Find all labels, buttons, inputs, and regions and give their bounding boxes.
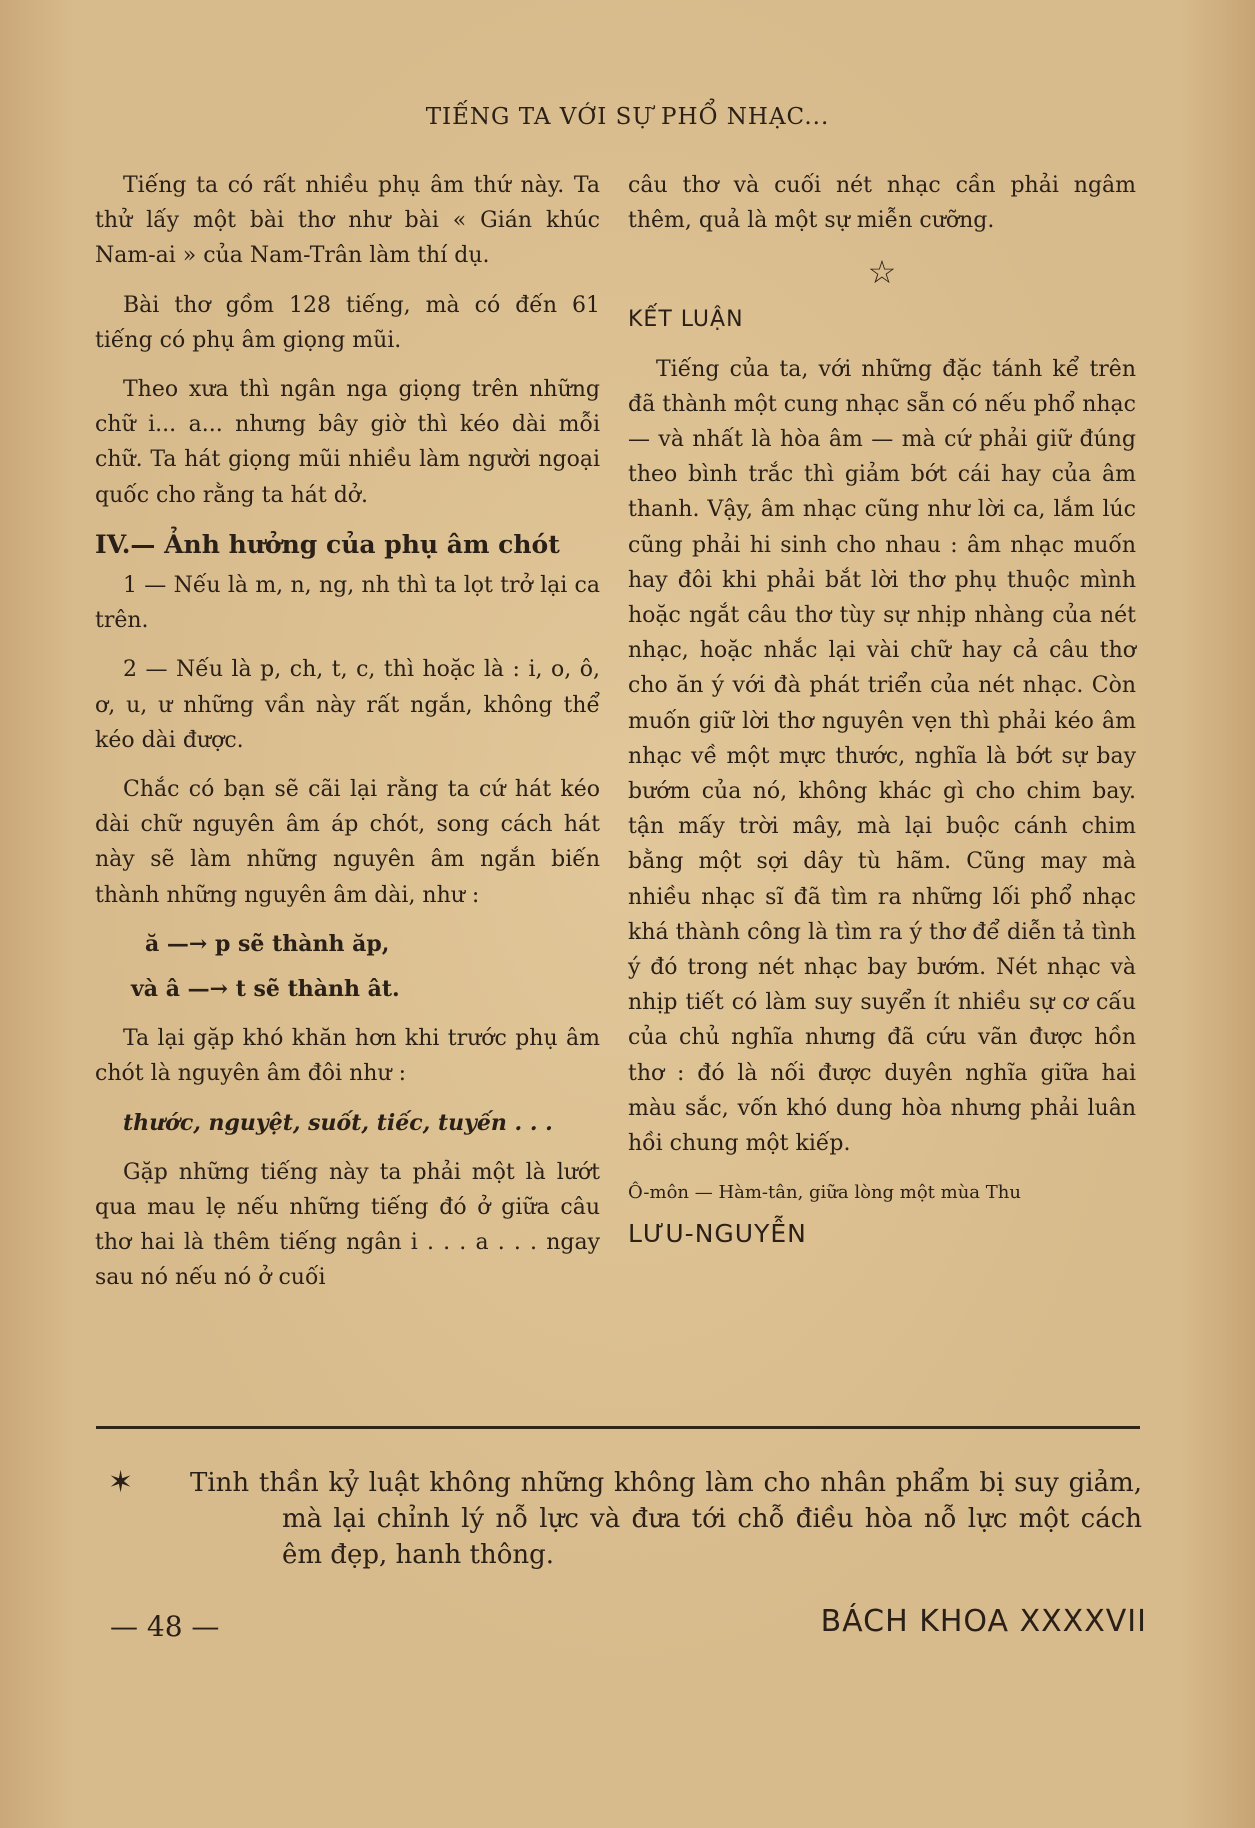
- paragraph: Chắc có bạn sẽ cãi lại rằng ta cứ hát kéo dài chữ nguyên âm áp chót, song cách hát này sẽ làm những nguyên âm ngắn biến thành những nguyên âm dài, như :: [95, 777, 600, 908]
- paragraph: Theo xưa thì ngân nga giọng trên những chữ i... a... nhưng bây giờ thì kéo dài mỗi chữ. Ta hát giọng mũi nhiều làm người ngoại quốc cho rằng ta hát dở.: [95, 377, 600, 508]
- page-number: — 48 —: [110, 1610, 220, 1643]
- divider: [96, 1426, 1140, 1429]
- example-line: và â —→ t sẽ thành ât.: [131, 976, 400, 1003]
- section-title: KẾT LUẬN: [628, 307, 744, 333]
- footnote-text: Tinh thần kỷ luật không những không làm cho nhân phẩm bị suy giảm, mà lại chỉnh lý nỗ lực và đưa tới chỗ điều hòa nỗ lực một cách êm đẹp, hanh thông.: [190, 1468, 1142, 1570]
- list-item: 1 — Nếu là m, n, ng, nh thì ta lọt trở lại ca trên.: [95, 573, 600, 634]
- paragraph: Bài thơ gồm 128 tiếng, mà có đến 61 tiếng có phụ âm giọng mũi.: [95, 292, 600, 353]
- paragraph: câu thơ và cuối nét nhạc cần phải ngâm thêm, quả là một sự miễn cưỡng.: [628, 173, 1136, 234]
- right-column: [628, 168, 1136, 1252]
- footnote: [108, 1465, 1142, 1573]
- author-name: LƯU-NGUYỄN: [628, 1219, 807, 1249]
- running-head: TIẾNG TA VỚI SỰ PHỔ NHẠC...: [425, 104, 830, 130]
- left-column: [95, 168, 600, 1310]
- magazine-title: BÁCH KHOA XXXXVII: [820, 1604, 1147, 1639]
- paragraph: Ta lại gặp khó khăn hơn khi trước phụ âm chót là nguyên âm đôi như :: [95, 1026, 600, 1087]
- paragraph: Tiếng ta có rất nhiều phụ âm thứ này. Ta thử lấy một bài thơ như bài « Gián khúc Nam-ai » của Nam-Trân làm thí dụ.: [95, 173, 600, 269]
- section-heading: IV.— Ảnh hưởng của phụ âm chót: [95, 529, 560, 559]
- star-icon: ☆: [867, 253, 897, 292]
- example-words: thước, nguyệt, suốt, tiếc, tuyến . . .: [123, 1109, 553, 1136]
- dateline: Ô-môn — Hàm-tân, giữa lòng một mùa Thu: [628, 1182, 1021, 1204]
- paragraph: Gặp những tiếng này ta phải một là lướt qua mau lẹ nếu những tiếng đó ở giữa câu thơ hai là thêm tiếng ngân i . . . a . . . ngay sau nó nếu nó ở cuối: [95, 1159, 600, 1291]
- list-item: 2 — Nếu là p, ch, t, c, thì hoặc là : i, o, ô, ơ, u, ư những vần này rất ngắn, không thể kéo dài được.: [95, 657, 600, 753]
- paragraph: Tiếng của ta, với những đặc tánh kể trên đã thành một cung nhạc sẵn có nếu phổ nhạc — và nhất là hòa âm — mà cứ phải giữ đúng theo bình trắc thì giảm bớt cái hay của âm thanh. Vậy, âm nhạc cũng như lời ca, lắm lúc cũng phải hi sinh cho nhau : âm nhạc muốn hay đôi khi phải bắt lời thơ phụ thuộc mình hoặc ngắt câu thơ tùy sự nhịp nhàng của nét nhạc, hoặc nhắc lại vài chữ hay cả câu thơ cho ăn ý với đà phát triển của nét nhạc. Còn muốn giữ lời thơ nguyên vẹn thì phải kéo âm nhạc về một mực thước, nghĩa là bớt sự bay bướm của nó, không khác gì cho chim bay. tận mấy trời mây, mà lại buộc cánh chim bằng một sợi dây tù hãm. Cũng may mà nhiều nhạc sĩ đã tìm ra những lối phổ nhạc khá thành công là tìm ra ý thơ để diễn tả tình ý đó trong nét nhạc bay bướm. Nét nhạc và nhịp tiết có làm suy suyển ít nhiều sự cơ cấu của chủ nghĩa nhưng đã cứu vãn được hồn thơ : đó là nối được duyên nghĩa giữa hai màu sắc, vốn khó dung hòa nhưng phải luân hồi chung một kiếp.: [628, 356, 1136, 1157]
- example-line: ă —→ p sẽ thành ăp,: [145, 930, 390, 957]
- asterisk-icon: ✶: [108, 1465, 134, 1500]
